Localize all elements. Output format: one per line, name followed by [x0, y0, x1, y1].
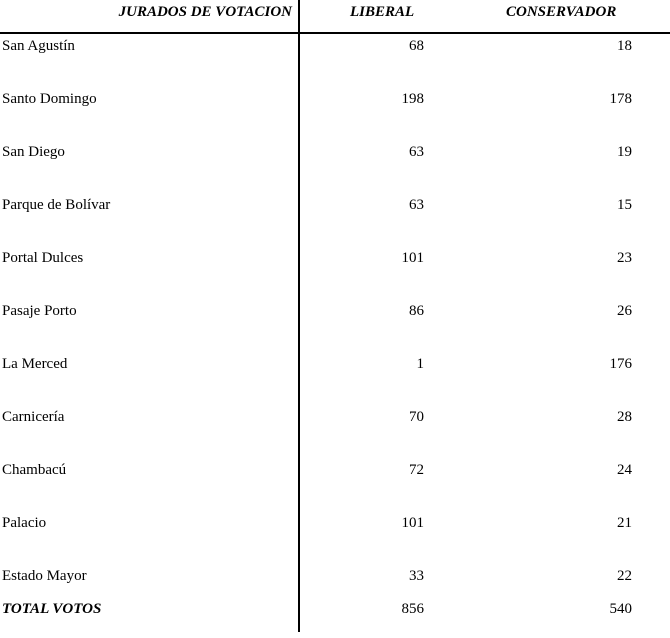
row-name: Pasaje Porto [2, 303, 77, 319]
row-name: Santo Domingo [2, 91, 97, 107]
row-liberal: 198 [401, 91, 424, 107]
total-conservador: 540 [609, 601, 632, 617]
total-row [0, 598, 670, 620]
row-name: Estado Mayor [2, 568, 87, 584]
row-name: Palacio [2, 515, 47, 531]
table-row [0, 35, 670, 57]
table-row [0, 300, 670, 322]
table-row [0, 459, 670, 481]
header-liberal: LIBERAL [350, 4, 415, 20]
row-name: Parque de Bolívar [2, 197, 111, 213]
row-name: Chambacú [2, 462, 67, 478]
table-row [0, 194, 670, 216]
table-row [0, 512, 670, 534]
row-name: La Merced [2, 356, 68, 372]
row-conservador: 22 [617, 568, 632, 584]
row-conservador: 18 [617, 38, 632, 54]
table-row [0, 247, 670, 269]
total-liberal: 856 [401, 601, 424, 617]
row-conservador: 21 [617, 515, 632, 531]
row-liberal: 72 [409, 462, 424, 478]
row-liberal: 33 [409, 568, 424, 584]
table-row [0, 565, 670, 587]
table-row [0, 88, 670, 110]
row-name: Portal Dulces [2, 250, 84, 266]
table-row [0, 406, 670, 428]
row-conservador: 28 [617, 409, 632, 425]
row-liberal: 63 [409, 197, 424, 213]
row-liberal: 63 [409, 144, 424, 160]
row-liberal: 1 [416, 356, 424, 372]
row-name: San Diego [2, 144, 65, 160]
header-jurados: JURADOS DE VOTACION [118, 4, 292, 20]
row-liberal: 101 [401, 515, 424, 531]
row-liberal: 86 [409, 303, 424, 319]
row-conservador: 176 [609, 356, 632, 372]
row-name: Carnicería [2, 409, 65, 425]
row-conservador: 23 [617, 250, 632, 266]
row-name: San Agustín [2, 38, 75, 54]
row-conservador: 19 [617, 144, 632, 160]
row-conservador: 26 [617, 303, 632, 319]
total-label: TOTAL VOTOS [2, 601, 102, 617]
table-row [0, 141, 670, 163]
header-divider [0, 32, 670, 34]
row-conservador: 178 [609, 91, 632, 107]
row-liberal: 68 [409, 38, 424, 54]
row-liberal: 101 [401, 250, 424, 266]
row-conservador: 24 [617, 462, 632, 478]
header-conservador: CONSERVADOR [506, 4, 617, 20]
row-liberal: 70 [409, 409, 424, 425]
table-row [0, 353, 670, 375]
row-conservador: 15 [617, 197, 632, 213]
